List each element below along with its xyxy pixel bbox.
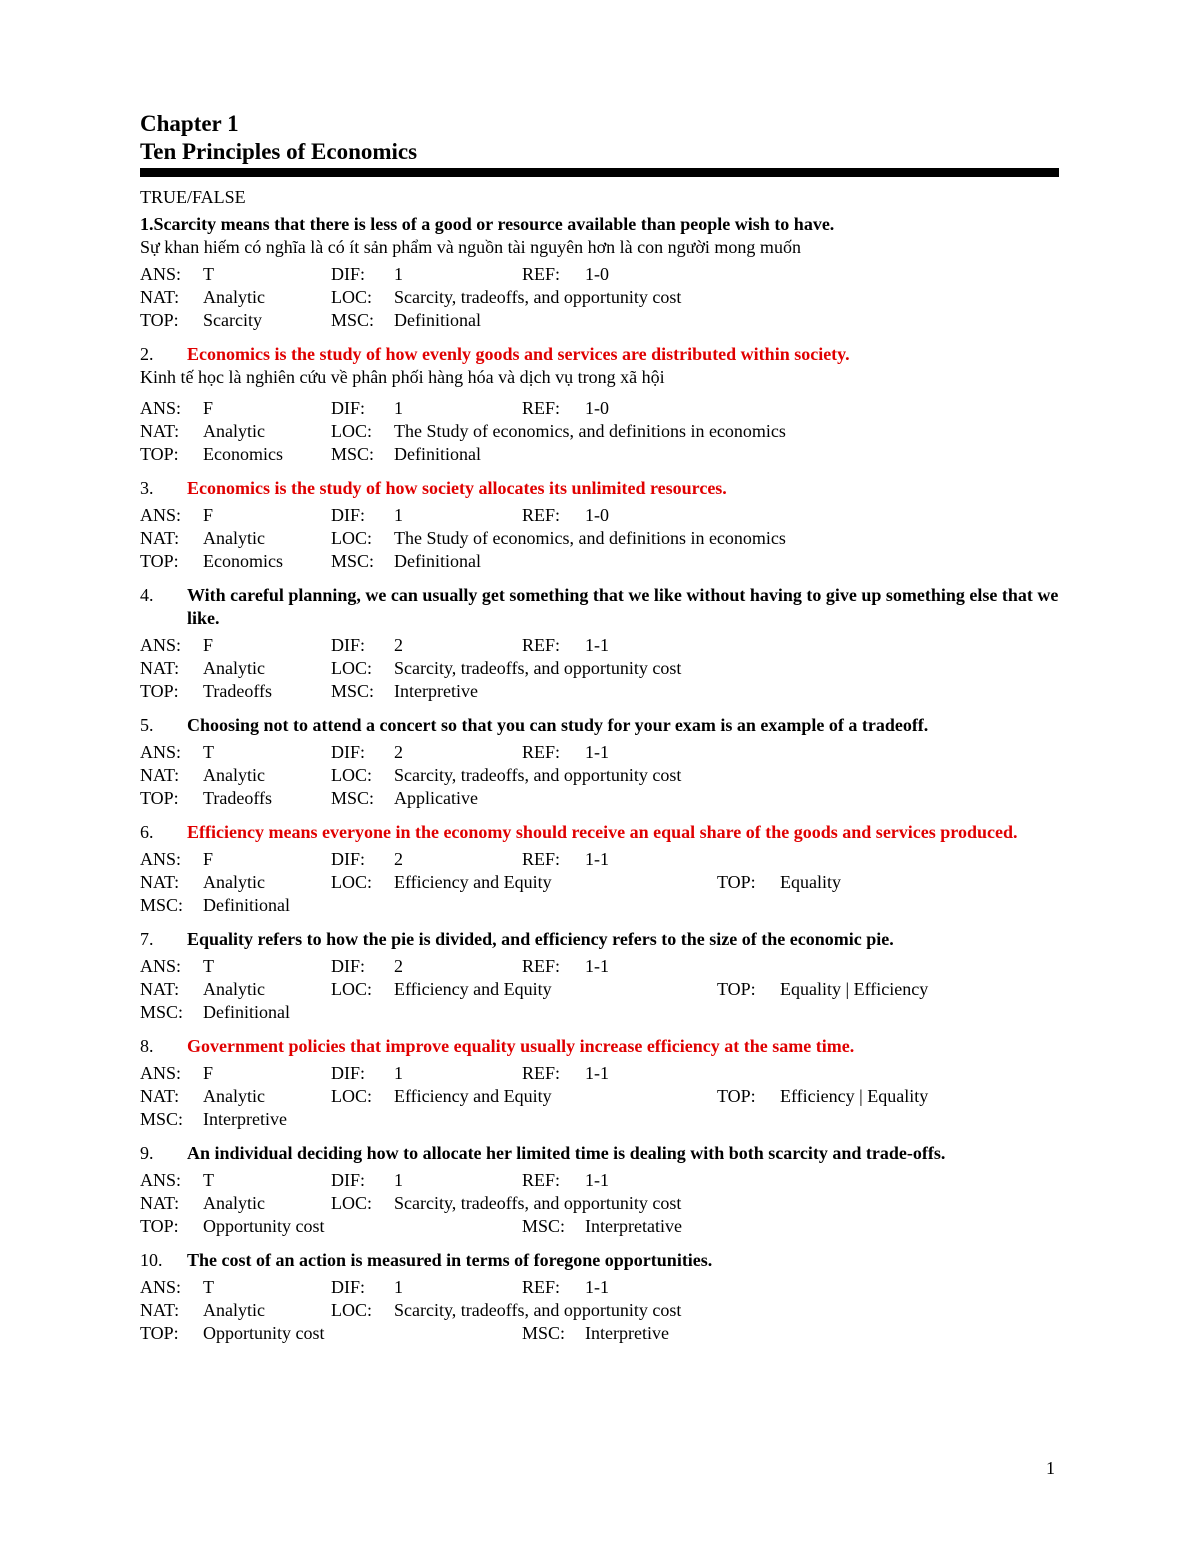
question-number: 5.	[140, 715, 154, 735]
question-number: 7.	[140, 929, 154, 949]
misc: Interpretive	[203, 1109, 287, 1129]
nature: Analytic	[203, 765, 265, 785]
nature: Analytic	[203, 1086, 265, 1106]
question-text: Government policies that improve equality usually increase efficiency at the same time.	[187, 1036, 855, 1056]
question-text: The cost of an action is measured in terms of foregone opportunities.	[187, 1250, 713, 1270]
answer: T	[203, 742, 214, 762]
nature: Analytic	[203, 421, 265, 441]
question-number: 6.	[140, 822, 154, 842]
question-translation: Kinh tế học là nghiên cứu về phân phối hàng hóa và dịch vụ trong xã hội	[140, 367, 665, 387]
location: Efficiency and Equity	[394, 872, 552, 892]
misc: Definitional	[394, 551, 481, 571]
location: Scarcity, tradeoffs, and opportunity cost	[394, 1193, 682, 1213]
reference: 1-0	[585, 398, 609, 418]
difficulty: 1	[394, 1277, 403, 1297]
question-text: Economics is the study of how society allocates its unlimited resources.	[187, 478, 727, 498]
misc: Applicative	[394, 788, 478, 808]
question-text: Scarcity means that there is less of a good or resource available than people wish to have.	[153, 214, 835, 234]
topic: Economics	[203, 444, 283, 464]
location: Efficiency and Equity	[394, 1086, 552, 1106]
question-text: Choosing not to attend a concert so that you can study for your exam is an example of a tradeoff.	[187, 715, 929, 735]
location: The Study of economics, and definitions in economics	[394, 421, 786, 441]
nature: Analytic	[203, 1193, 265, 1213]
answer: F	[203, 635, 214, 655]
difficulty: 2	[394, 956, 403, 976]
nature: Analytic	[203, 1300, 265, 1320]
location: Scarcity, tradeoffs, and opportunity cost	[394, 1300, 682, 1320]
misc: Interpretive	[394, 681, 478, 701]
misc: Definitional	[394, 444, 481, 464]
difficulty: 2	[394, 849, 403, 869]
document-page	[140, 110, 1060, 1345]
difficulty: 2	[394, 742, 403, 762]
question-6: 6. Efficiency means everyone in the economy should receive an equal share of the goods and services produced. ANS: F DIF: 2 REF: 1-1 NAT: Analytic LOC: Efficiency and Equity TOP: Equality MSC: Definitional	[140, 821, 1060, 917]
question-text: Efficiency means everyone in the economy should receive an equal share of the goods and services produced.	[187, 822, 1018, 842]
location: Scarcity, tradeoffs, and opportunity cost	[394, 765, 682, 785]
nature: Analytic	[203, 872, 265, 892]
answer: T	[203, 956, 214, 976]
reference: 1-1	[585, 1063, 609, 1083]
question-10: 10. The cost of an action is measured in terms of foregone opportunities. ANS: T DIF: 1 REF: 1-1 NAT: Analytic LOC: Scarcity, tradeoffs, and opportunity cost TOP: Opportunity cost MSC: Interpretive	[140, 1249, 1060, 1345]
question-2: 2. Economics is the study of how evenly goods and services are distributed within society. Kinh tế học là nghiên cứu về phân phối hàng hóa và dịch vụ trong xã hội ANS: F DIF: 1 REF: 1-0 NAT: Analytic LOC: The Study of economics, and definitions in economics TOP: Economics MSC: Definitional	[140, 343, 1060, 466]
reference: 1-1	[585, 956, 609, 976]
chapter-title: Ten Principles of Economics	[140, 139, 418, 164]
reference: 1-1	[585, 635, 609, 655]
difficulty: 1	[394, 1063, 403, 1083]
topic: Tradeoffs	[203, 788, 273, 808]
nature: Analytic	[203, 528, 265, 548]
question-text: Equality refers to how the pie is divided, and efficiency refers to the size of the economic pie.	[187, 929, 894, 949]
answer: F	[203, 1063, 214, 1083]
nature: Analytic	[203, 658, 265, 678]
question-7: 7. Equality refers to how the pie is divided, and efficiency refers to the size of the economic pie. ANS: T DIF: 2 REF: 1-1 NAT: Analytic LOC: Efficiency and Equity TOP: Equality | Efficiency MSC: Definitional	[140, 928, 1060, 1024]
question-9: 9. An individual deciding how to allocate her limited time is dealing with both scarcity and trade-offs. ANS: T DIF: 1 REF: 1-1 NAT: Analytic LOC: Scarcity, tradeoffs, and opportunity cost TOP: Opportunity cost MSC: Interpretative	[140, 1142, 1060, 1238]
question-1: 1. Scarcity means that there is less of a good or resource available than people wish to have. Sự khan hiếm có nghĩa là có ít sản phẩm và nguồn tài nguyên hơn là con người mong muốn ANS: T DIF: 1 REF: 1-0 NAT: Analytic LOC: Scarcity, tradeoffs, and opportunity cost TOP: Scarcity MSC: Definitional	[140, 213, 1060, 332]
question-number: 9.	[140, 1143, 154, 1163]
topic: Opportunity cost	[203, 1323, 325, 1343]
misc: Interpretative	[585, 1216, 682, 1236]
topic: Opportunity cost	[203, 1216, 325, 1236]
misc: Interpretive	[585, 1323, 669, 1343]
question-number: 10.	[140, 1250, 163, 1270]
question-4: 4. With careful planning, we can usually get something that we like without having to give up something else that we like. ANS: F DIF: 2 REF: 1-1 NAT: Analytic LOC: Scarcity, tradeoffs, and opportunity cost TOP: Tradeoffs MSC: Interpretive	[140, 585, 1059, 701]
answer: T	[203, 264, 214, 284]
question-number: 4.	[140, 585, 154, 605]
question-text: An individual deciding how to allocate her limited time is dealing with both scarcity and trade-offs.	[187, 1143, 946, 1163]
question-number: 2.	[140, 344, 154, 364]
reference: 1-1	[585, 742, 609, 762]
difficulty: 1	[394, 1170, 403, 1190]
reference: 1-1	[585, 1170, 609, 1190]
question-3: 3. Economics is the study of how society allocates its unlimited resources. ANS: F DIF: 1 REF: 1-0 NAT: Analytic LOC: The Study of economics, and definitions in economics TOP: Economics MSC: Definitional	[140, 477, 1060, 573]
misc: Definitional	[394, 310, 481, 330]
answer: T	[203, 1170, 214, 1190]
chapter-number: Chapter 1	[140, 111, 239, 136]
question-number: 1.	[140, 214, 154, 234]
location: The Study of economics, and definitions in economics	[394, 528, 786, 548]
answer: F	[203, 505, 214, 525]
question-number: 3.	[140, 478, 154, 498]
topic: Economics	[203, 551, 283, 571]
misc: Definitional	[203, 1002, 290, 1022]
answer: F	[203, 398, 214, 418]
topic: Equality | Efficiency	[780, 979, 929, 999]
question-translation: Sự khan hiếm có nghĩa là có ít sản phẩm và nguồn tài nguyên hơn là con người mong muốn	[140, 237, 801, 257]
reference: 1-0	[585, 264, 609, 284]
page-number: 1	[1046, 1458, 1055, 1478]
question-number: 8.	[140, 1036, 154, 1056]
reference: 1-1	[585, 1277, 609, 1297]
nature: Analytic	[203, 979, 265, 999]
difficulty: 1	[394, 398, 403, 418]
section-heading: TRUE/FALSE	[140, 187, 246, 207]
topic: Scarcity	[203, 310, 262, 330]
location: Scarcity, tradeoffs, and opportunity cost	[394, 658, 682, 678]
topic: Tradeoffs	[203, 681, 273, 701]
answer: F	[203, 849, 214, 869]
topic: Efficiency | Equality	[780, 1086, 929, 1106]
reference: 1-1	[585, 849, 609, 869]
location: Efficiency and Equity	[394, 979, 552, 999]
question-text: Economics is the study of how evenly goods and services are distributed within society.	[187, 344, 850, 364]
question-5: 5. Choosing not to attend a concert so that you can study for your exam is an example of a tradeoff. ANS: T DIF: 2 REF: 1-1 NAT: Analytic LOC: Scarcity, tradeoffs, and opportunity cost TOP: Tradeoffs MSC: Applicative	[140, 714, 1060, 810]
difficulty: 1	[394, 264, 403, 284]
reference: 1-0	[585, 505, 609, 525]
misc: Definitional	[203, 895, 290, 915]
answer: T	[203, 1277, 214, 1297]
difficulty: 1	[394, 505, 403, 525]
question-8: 8. Government policies that improve equality usually increase efficiency at the same time. ANS: F DIF: 1 REF: 1-1 NAT: Analytic LOC: Efficiency and Equity TOP: Efficiency | Equality MSC: Interpretive	[140, 1035, 1060, 1131]
question-text: With careful planning, we can usually get something that we like without having to give up something else that we like.	[187, 585, 1059, 628]
location: Scarcity, tradeoffs, and opportunity cost	[394, 287, 682, 307]
nature: Analytic	[203, 287, 265, 307]
topic: Equality	[780, 872, 841, 892]
difficulty: 2	[394, 635, 403, 655]
title-rule	[140, 168, 1059, 177]
